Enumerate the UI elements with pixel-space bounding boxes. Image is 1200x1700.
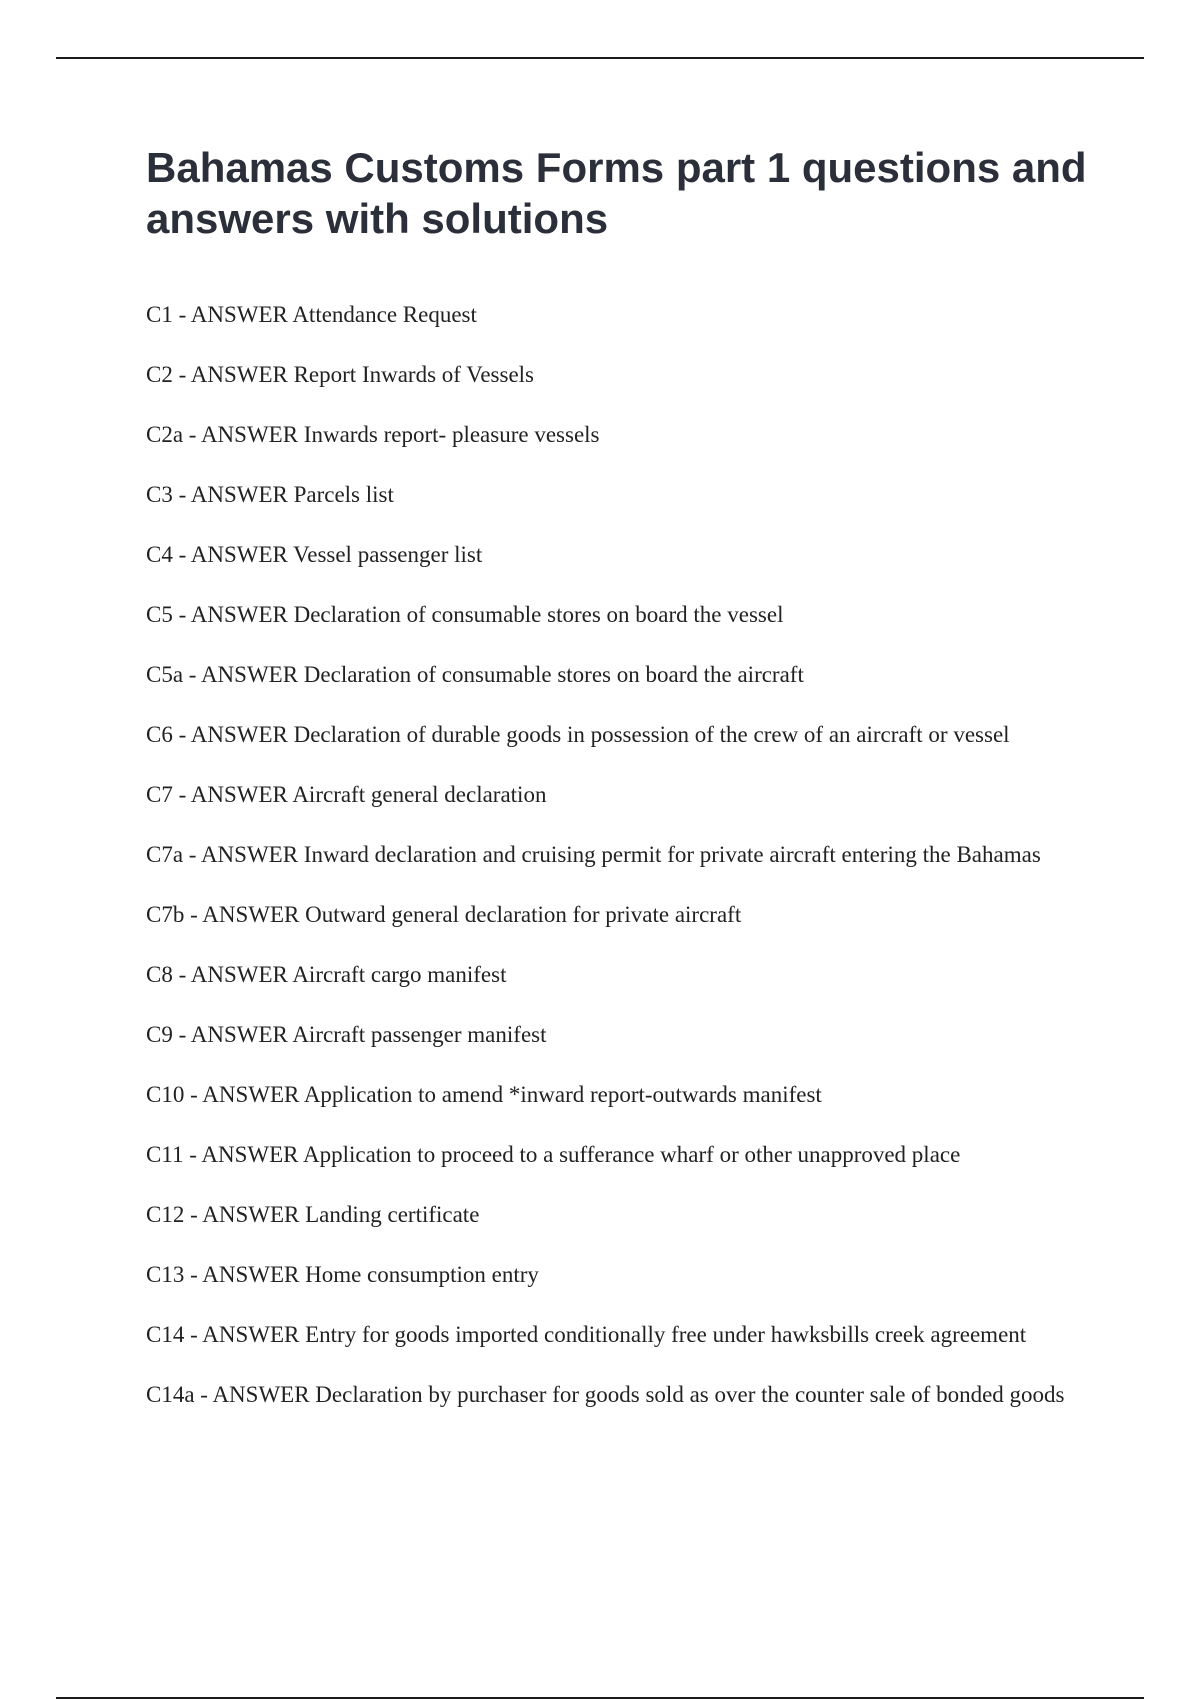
qa-item-c9: C9 - ANSWER Aircraft passenger manifest	[146, 1022, 547, 1047]
qa-item-c10: C10 - ANSWER Application to amend *inward report-outwards manifest	[146, 1082, 822, 1107]
qa-item-c14: C14 - ANSWER Entry for goods imported conditionally free under hawksbills creek agreement	[146, 1322, 1027, 1347]
top-divider	[56, 57, 1144, 59]
qa-item-c5a: C5a - ANSWER Declaration of consumable stores on board the aircraft	[146, 662, 804, 687]
qa-item-c13: C13 - ANSWER Home consumption entry	[146, 1262, 539, 1287]
qa-item-c2a: C2a - ANSWER Inwards report- pleasure vessels	[146, 422, 600, 447]
qa-item-c7: C7 - ANSWER Aircraft general declaration	[146, 782, 547, 807]
qa-item-c4: C4 - ANSWER Vessel passenger list	[146, 542, 483, 567]
qa-item-c8: C8 - ANSWER Aircraft cargo manifest	[146, 962, 507, 987]
bottom-divider	[56, 1697, 1144, 1699]
page-title: Bahamas Customs Forms part 1 questions and answers with solutions	[146, 144, 1087, 242]
qa-item-c5: C5 - ANSWER Declaration of consumable stores on board the vessel	[146, 602, 784, 627]
qa-item-c1: C1 - ANSWER Attendance Request	[146, 302, 477, 327]
qa-item-c7b: C7b - ANSWER Outward general declaration for private aircraft	[146, 902, 742, 927]
qa-item-c3: C3 - ANSWER Parcels list	[146, 482, 394, 507]
qa-item-c14a: C14a - ANSWER Declaration by purchaser for goods sold as over the counter sale of bonded goods	[146, 1382, 1065, 1407]
qa-item-c11: C11 - ANSWER Application to proceed to a sufferance wharf or other unapproved place	[146, 1142, 961, 1167]
qa-item-c6: C6 - ANSWER Declaration of durable goods in possession of the crew of an aircraft or vessel	[146, 722, 1010, 747]
qa-item-c12: C12 - ANSWER Landing certificate	[146, 1202, 480, 1227]
qa-list	[146, 300, 1096, 1440]
qa-item-c2: C2 - ANSWER Report Inwards of Vessels	[146, 362, 534, 387]
qa-item-c7a: C7a - ANSWER Inward declaration and cruising permit for private aircraft entering the Bahamas	[146, 842, 1041, 867]
